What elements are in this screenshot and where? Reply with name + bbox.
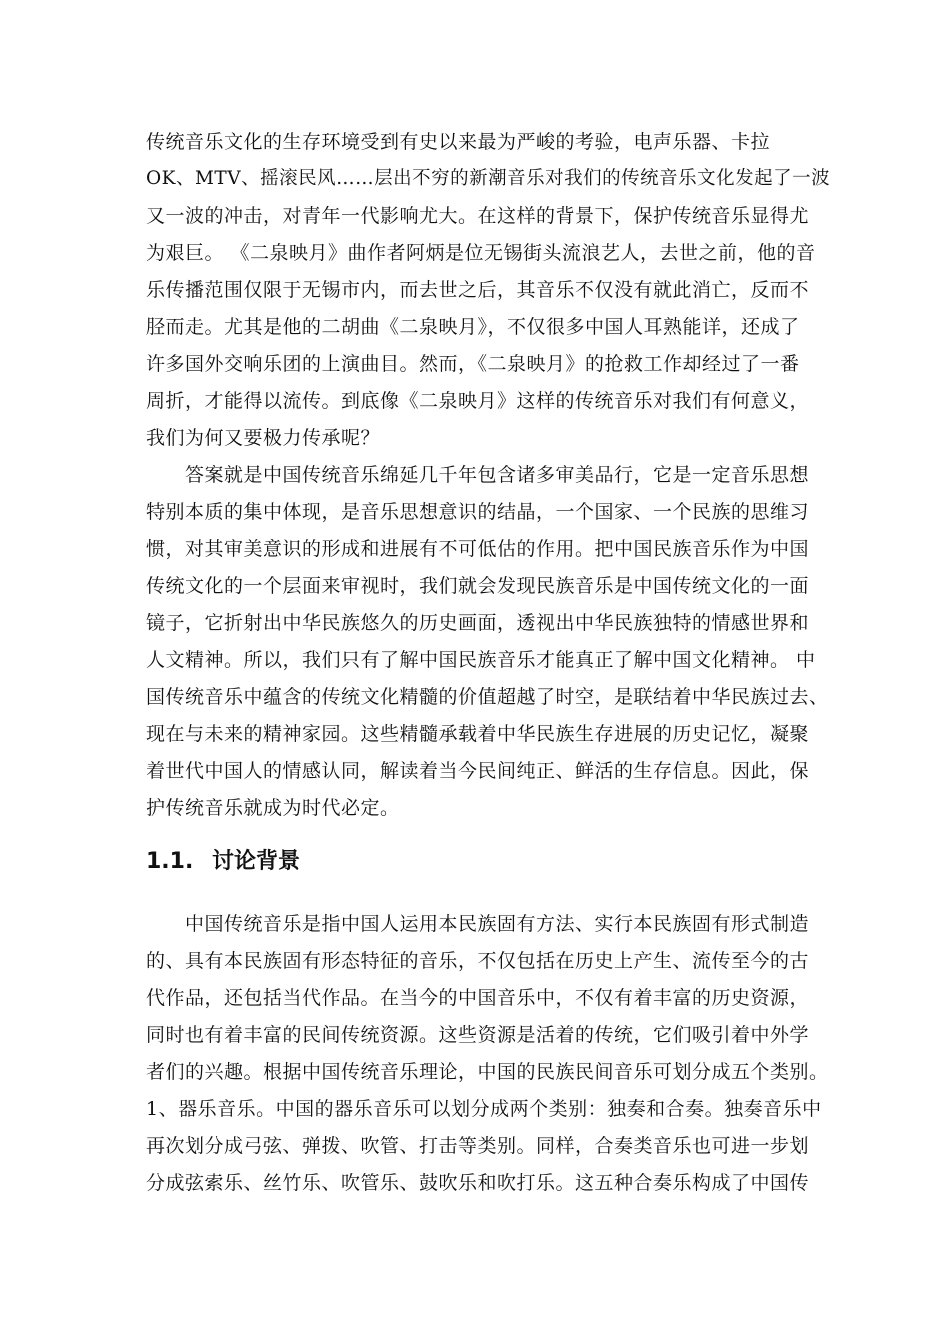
- text-line: 再次划分成弓弦、弹拨、吹管、打击等类别。同样，合奏类音乐也可进一步划: [146, 1135, 810, 1157]
- text-line: 人文精神。所以，我们只有了解中国民族音乐才能真正了解中国文化精神。 中: [146, 649, 816, 671]
- text-line: 传统音乐文化的生存环境受到有史以来最为严峻的考验，电声乐器、卡拉: [146, 131, 771, 153]
- text-line: 周折，才能得以流传。到底像《二泉映月》这样的传统音乐对我们有何意义，: [146, 390, 810, 412]
- text-line: 特别本质的集中体现，是音乐思想意识的结晶，一个国家、一个民族的思维习: [146, 501, 810, 523]
- text-line: 分成弦索乐、丝竹乐、吹管乐、鼓吹乐和吹打乐。这五种合奏乐构成了中国传: [146, 1172, 810, 1194]
- section-number: 1.1.: [146, 849, 194, 874]
- text-line: 者们的兴趣。根据中国传统音乐理论，中国的民族民间音乐可划分成五个类别。: [146, 1061, 829, 1083]
- text-line: 为艰巨。 《二泉映月》曲作者阿炳是位无锡街头流浪艺人，去世之前，他的音: [146, 242, 816, 264]
- section-title: 讨论背景: [212, 849, 301, 874]
- text-line: 镜子，它折射出中华民族悠久的历史画面，透视出中华民族独特的情感世界和: [146, 612, 810, 634]
- text-line: 现在与未来的精神家园。这些精髓承载着中华民族生存进展的历史记忆，凝聚: [146, 723, 810, 745]
- text-line: 着世代中国人的情感认同，解读着当今民间纯正、鲜活的生存信息。因此，保: [146, 760, 810, 782]
- text-line: 的、具有本民族固有形态特征的音乐，不仅包括在历史上产生、流传至今的古: [146, 950, 810, 972]
- text-line: OK、MTV、摇滚民风……层出不穷的新潮音乐对我们的传统音乐文化发起了一波: [146, 168, 831, 189]
- section-heading: [146, 842, 300, 882]
- text-line: 胫而走。尤其是他的二胡曲《二泉映月》，不仅很多中国人耳熟能详，还成了: [146, 316, 800, 338]
- text-line: 惯，对其审美意识的形成和进展有不可低估的作用。把中国民族音乐作为中国: [146, 538, 810, 560]
- text-line: 中国传统音乐是指中国人运用本民族固有方法、实行本民族固有形式制造: [146, 913, 810, 935]
- text-line: 同时也有着丰富的民间传统资源。这些资源是活着的传统，它们吸引着中外学: [146, 1024, 810, 1046]
- text-line: 许多国外交响乐团的上演曲目。然而，《二泉映月》的抢救工作却经过了一番: [146, 353, 800, 375]
- text-line: 又一波的冲击，对青年一代影响尤大。在这样的背景下，保护传统音乐显得尤: [146, 205, 810, 227]
- text-line: 1、器乐音乐。中国的器乐音乐可以划分成两个类别：独奏和合奏。独奏音乐中: [146, 1098, 822, 1120]
- text-line: 国传统音乐中蕴含的传统文化精髓的价值超越了时空，是联结着中华民族过去、: [146, 686, 829, 708]
- text-line: 乐传播范围仅限于无锡市内，而去世之后，其音乐不仅没有就此消亡，反而不: [146, 279, 810, 301]
- text-line: 护传统音乐就成为时代必定。: [146, 797, 400, 819]
- text-line: 代作品，还包括当代作品。在当今的中国音乐中，不仅有着丰富的历史资源，: [146, 987, 810, 1009]
- text-line: 我们为何又要极力传承呢？: [146, 427, 381, 449]
- text-line: 答案就是中国传统音乐绵延几千年包含诸多审美品行，它是一定音乐思想: [146, 464, 810, 486]
- text-line: 传统文化的一个层面来审视时，我们就会发现民族音乐是中国传统文化的一面: [146, 575, 810, 597]
